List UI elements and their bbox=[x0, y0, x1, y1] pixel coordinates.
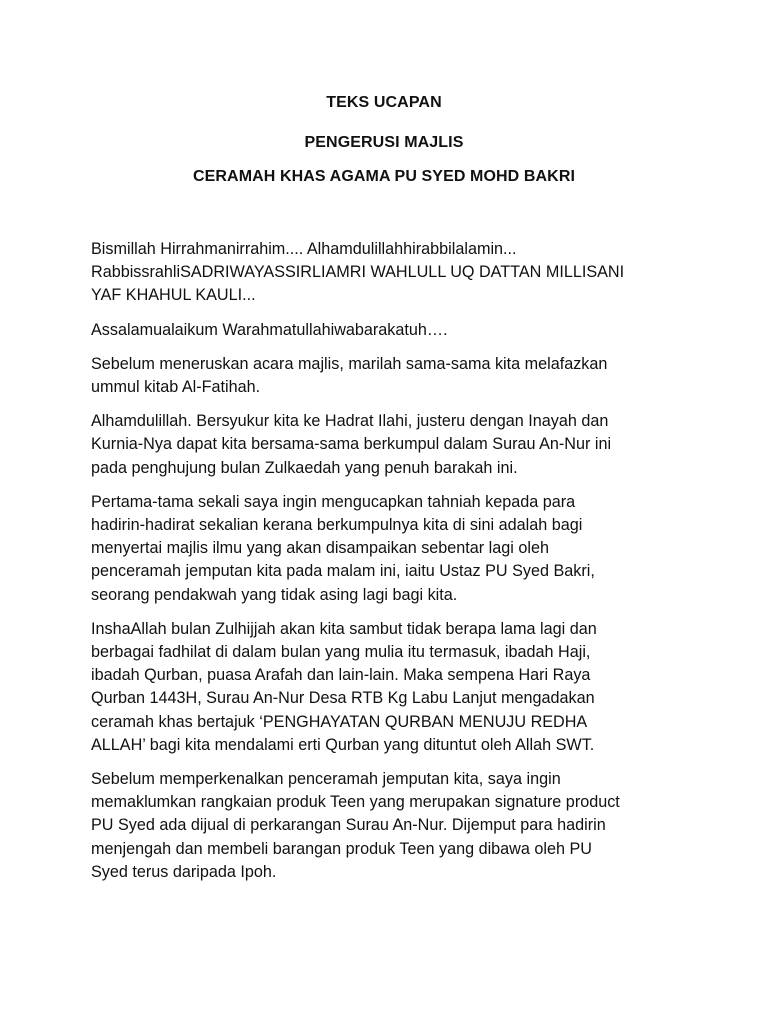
paragraph-line: Sebelum meneruskan acara majlis, marilah sama-sama kita melafazkan bbox=[91, 354, 608, 373]
document-title: TEKS UCAPAN bbox=[326, 94, 442, 111]
paragraph-line: berbagai fadhilat di dalam bulan yang mulia itu termasuk, ibadah Haji, bbox=[91, 643, 591, 662]
paragraph-line: pada penghujung bulan Zulkaedah yang penuh barakah ini. bbox=[91, 458, 518, 477]
paragraph-line: PU Syed ada dijual di perkarangan Surau An-Nur. Dijemput para hadirin bbox=[91, 816, 606, 835]
paragraph-line: ceramah khas bertajuk ‘PENGHAYATAN QURBAN MENUJU REDHA bbox=[91, 712, 588, 731]
paragraph-line: Syed terus daripada Ipoh. bbox=[91, 862, 277, 881]
paragraph-line: memaklumkan rangkaian produk Teen yang merupakan signature product bbox=[91, 793, 620, 812]
paragraph-line: Pertama-tama sekali saya ingin mengucapkan tahniah kepada para bbox=[91, 492, 576, 511]
paragraph-al-fatihah bbox=[91, 353, 691, 399]
paragraph-line: Bismillah Hirrahmanirrahim.... Alhamdulillahhirabbilalamin... bbox=[91, 240, 517, 258]
paragraph-line: Sebelum memperkenalkan penceramah jemputan kita, saya ingin bbox=[91, 770, 561, 789]
paragraph-line: ALLAH’ bagi kita mendalami erti Qurban yang dituntut oleh Allah SWT. bbox=[91, 735, 595, 754]
paragraph-line: YAF KHAHUL KAULI... bbox=[91, 286, 256, 305]
paragraph-line: ummul kitab Al-Fatihah. bbox=[91, 378, 261, 397]
paragraph-line: ibadah Qurban, puasa Arafah dan lain-lain. Maka sempena Hari Raya bbox=[91, 666, 591, 685]
paragraph-line: Assalamualaikum Warahmatullahiwabarakatuh…. bbox=[91, 320, 448, 339]
paragraph-line: penceramah jemputan kita pada malam ini, iaitu Ustaz PU Syed Bakri, bbox=[91, 562, 595, 581]
paragraph-line: Kurnia-Nya dapat kita bersama-sama berkumpul dalam Surau An-Nur ini bbox=[91, 435, 612, 454]
paragraph-greeting bbox=[91, 319, 691, 342]
paragraph-welcome bbox=[91, 491, 691, 607]
document-subtitle: PENGERUSI MAJLIS bbox=[304, 134, 464, 151]
paragraph-line: menyertai majlis ilmu yang akan disampaikan sebentar lagi oleh bbox=[91, 539, 549, 558]
paragraph-line: InshaAllah bulan Zulhijjah akan kita sambut tidak berapa lama lagi dan bbox=[91, 619, 597, 638]
paragraph-gratitude bbox=[91, 410, 691, 480]
paragraph-product-announcement bbox=[91, 768, 691, 884]
paragraph-opening-prayer bbox=[91, 238, 691, 308]
paragraph-line: RabbissrahliSADRIWAYASSIRLIAMRI WAHLULL UQ DATTAN MILLISANI bbox=[91, 263, 625, 282]
paragraph-line: seorang pendakwah yang tidak asing lagi bagi kita. bbox=[91, 585, 458, 604]
paragraph-zulhijjah bbox=[91, 618, 691, 757]
paragraph-line: Alhamdulillah. Bersyukur kita ke Hadrat Ilahi, justeru dengan Inayah dan bbox=[91, 412, 609, 431]
paragraph-line: Qurban 1443H, Surau An-Nur Desa RTB Kg Labu Lanjut mengadakan bbox=[91, 689, 595, 708]
paragraph-line: menjengah dan membeli barangan produk Teen yang dibawa oleh PU bbox=[91, 839, 592, 858]
paragraph-line: hadirin-hadirat sekalian kerana berkumpulnya kita di sini adalah bagi bbox=[91, 516, 583, 535]
document-event-title: CERAMAH KHAS AGAMA PU SYED MOHD BAKRI bbox=[192, 168, 576, 185]
speech-body bbox=[91, 238, 691, 895]
